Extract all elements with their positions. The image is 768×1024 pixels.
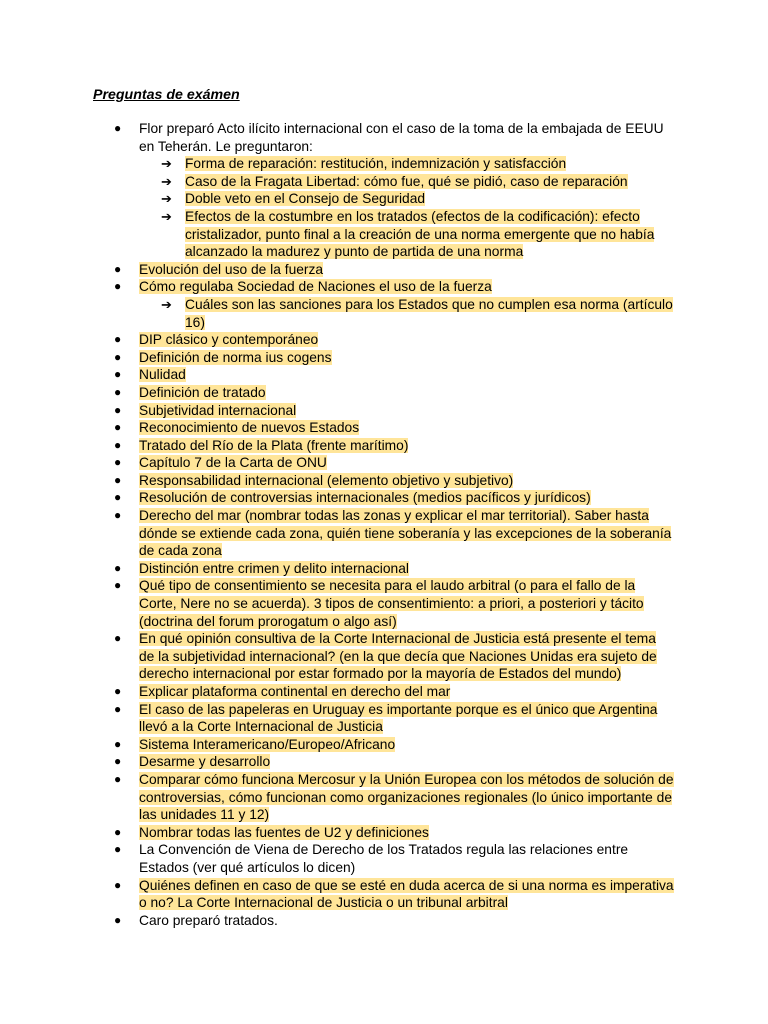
- item-text: Evolución del uso de la fuerza: [139, 261, 324, 277]
- item-text: Qué tipo de consentimiento se necesita para el laudo arbitral (o para el fallo de la Corte, Nere no se acuerda). 3 tipos de consentimiento: a priori, a posteriori y tácito (doctrina del forum prorogatum o algo así): [139, 578, 644, 629]
- item-text: Capítulo 7 de la Carta de ONU: [139, 455, 327, 471]
- bullet-item: [0, 701, 768, 736]
- bullet-item: [0, 683, 768, 701]
- bullet-item: [0, 419, 768, 437]
- arrow-icon: ➔: [161, 208, 172, 224]
- item-text: Caro preparó tratados.: [139, 912, 278, 928]
- bullet-icon: ●: [114, 508, 122, 523]
- bullet-item: [0, 841, 768, 876]
- bullet-item: [0, 402, 768, 420]
- bullet-icon: ●: [114, 420, 122, 435]
- item-text: La Convención de Viena de Derecho de los Tratados regula las relaciones entre Estados (ver qué artículos lo dicen): [139, 842, 629, 875]
- bullet-item: [0, 384, 768, 402]
- bullet-item: [0, 454, 768, 472]
- arrow-icon: ➔: [161, 173, 172, 189]
- item-text: Nulidad: [139, 367, 186, 383]
- bullet-icon: ●: [114, 455, 122, 470]
- bullet-item: [0, 120, 768, 155]
- item-text: Caso de la Fragata Libertad: cómo fue, qué se pidió, caso de reparación: [185, 173, 628, 189]
- bullet-icon: ●: [114, 261, 122, 276]
- item-text: Comparar cómo funciona Mercosur y la Unión Europea con los métodos de solución de controversias, cómo funcionan como organizaciones regionales (lo único importante de las unidades 11 y 12): [139, 771, 674, 823]
- item-text: Definición de tratado: [139, 384, 266, 400]
- bullet-icon: ●: [114, 349, 122, 364]
- item-text: En qué opinión consultiva de la Corte Internacional de Justicia está presente el tema de la subjetividad internacional? (en la que decía que Naciones Unidas era sujeto de derecho internacional por estar formado por la mayoría de Estados del mundo): [139, 631, 657, 682]
- bullet-icon: ●: [114, 384, 122, 399]
- bullet-icon: ●: [114, 121, 122, 135]
- item-text: Explicar plataforma continental en derecho del mar: [139, 684, 451, 699]
- sub-bullet-item: [0, 173, 768, 191]
- item-text: Doble veto en el Consejo de Seguridad: [185, 191, 426, 207]
- bullet-item: [0, 278, 768, 296]
- item-text: Cuáles son las sanciones para los Estados que no cumplen esa norma (artículo 16): [185, 296, 673, 330]
- arrow-icon: ➔: [161, 296, 172, 312]
- question-list: [0, 120, 768, 929]
- bullet-item: [0, 349, 768, 367]
- bullet-icon: ●: [114, 472, 122, 487]
- bullet-icon: ●: [114, 877, 122, 892]
- sub-bullet-item: [0, 190, 768, 208]
- bullet-icon: ●: [114, 684, 122, 698]
- arrow-icon: ➔: [161, 156, 172, 172]
- bullet-icon: ●: [114, 754, 122, 769]
- bullet-item: [0, 912, 768, 930]
- bullet-icon: ●: [114, 402, 122, 417]
- bullet-icon: ●: [114, 367, 122, 382]
- item-text: Tratado del Río de la Plata (frente marítimo): [139, 437, 409, 453]
- item-text: Distinción entre crimen y delito internacional: [139, 560, 409, 576]
- bullet-item: [0, 507, 768, 560]
- bullet-item: [0, 366, 768, 384]
- item-text: Nombrar todas las fuentes de U2 y definiciones: [139, 824, 429, 840]
- arrow-icon: ➔: [161, 191, 172, 207]
- bullet-icon: ●: [114, 490, 122, 505]
- item-text: Derecho del mar (nombrar todas las zonas y explicar el mar territorial). Saber hasta dónde se extiende cada zona, quién tiene soberanía y las excepciones de la soberanía de cada zona: [139, 508, 672, 559]
- item-text: Efectos de la costumbre en los tratados (efectos de la codificación): efecto cristalizador, punto final a la creación de una norma emergente que no había alcanzado la madurez y punto de partida de una norma: [185, 208, 655, 260]
- bullet-item: [0, 577, 768, 630]
- bullet-item: [0, 824, 768, 842]
- bullet-item: [0, 261, 768, 279]
- item-text: Responsabilidad internacional (elemento objetivo y subjetivo): [139, 472, 514, 488]
- sub-bullet-item: [0, 155, 768, 173]
- sub-bullet-item: [0, 208, 768, 261]
- bullet-item: [0, 736, 768, 754]
- bullet-item: [0, 331, 768, 349]
- item-text: Sistema Interamericano/Europeo/Africano: [139, 736, 396, 752]
- bullet-icon: ●: [114, 824, 122, 839]
- bullet-icon: ●: [114, 560, 122, 575]
- bullet-item: [0, 489, 768, 507]
- item-text: Resolución de controversias internacionales (medios pacíficos y jurídicos): [139, 490, 591, 506]
- item-text: El caso de las papeleras en Uruguay es importante porque es el único que Argentina llevó a la Corte Internacional de Justicia: [139, 701, 658, 735]
- bullet-icon: ●: [114, 332, 122, 347]
- item-text: Reconocimiento de nuevos Estados: [139, 420, 360, 436]
- bullet-icon: ●: [114, 912, 122, 927]
- bullet-icon: ●: [114, 842, 122, 857]
- bullet-icon: ●: [114, 631, 122, 646]
- page-title: Preguntas de exámen: [93, 87, 240, 103]
- item-text: Flor preparó Acto ilícito internacional con el caso de la toma de la embajada de EEUU en Teherán. Le preguntaron:: [139, 121, 664, 154]
- item-text: Subjetividad internacional: [139, 402, 297, 418]
- item-text: Quiénes definen en caso de que se esté en duda acerca de si una norma es imperativa o no? La Corte Internacional de Justicia o un tribunal arbitral: [139, 877, 674, 911]
- item-text: Definición de norma ius cogens: [139, 349, 332, 365]
- bullet-icon: ●: [114, 701, 122, 716]
- bullet-item: [0, 472, 768, 490]
- item-text: DIP clásico y contemporáneo: [139, 332, 319, 348]
- bullet-icon: ●: [114, 736, 122, 751]
- bullet-icon: ●: [114, 437, 122, 452]
- bullet-item: [0, 877, 768, 912]
- item-text: Cómo regulaba Sociedad de Naciones el uso de la fuerza: [139, 279, 492, 295]
- bullet-icon: ●: [114, 771, 122, 786]
- bullet-item: [0, 560, 768, 578]
- bullet-item: [0, 771, 768, 824]
- bullet-icon: ●: [114, 279, 122, 294]
- item-text: Forma de reparación: restitución, indemnización y satisfacción: [185, 156, 567, 172]
- bullet-item: [0, 630, 768, 683]
- bullet-icon: ●: [114, 578, 122, 593]
- bullet-item: [0, 437, 768, 455]
- sub-bullet-item: [0, 296, 768, 331]
- item-text: Desarme y desarrollo: [139, 754, 271, 770]
- bullet-item: [0, 753, 768, 771]
